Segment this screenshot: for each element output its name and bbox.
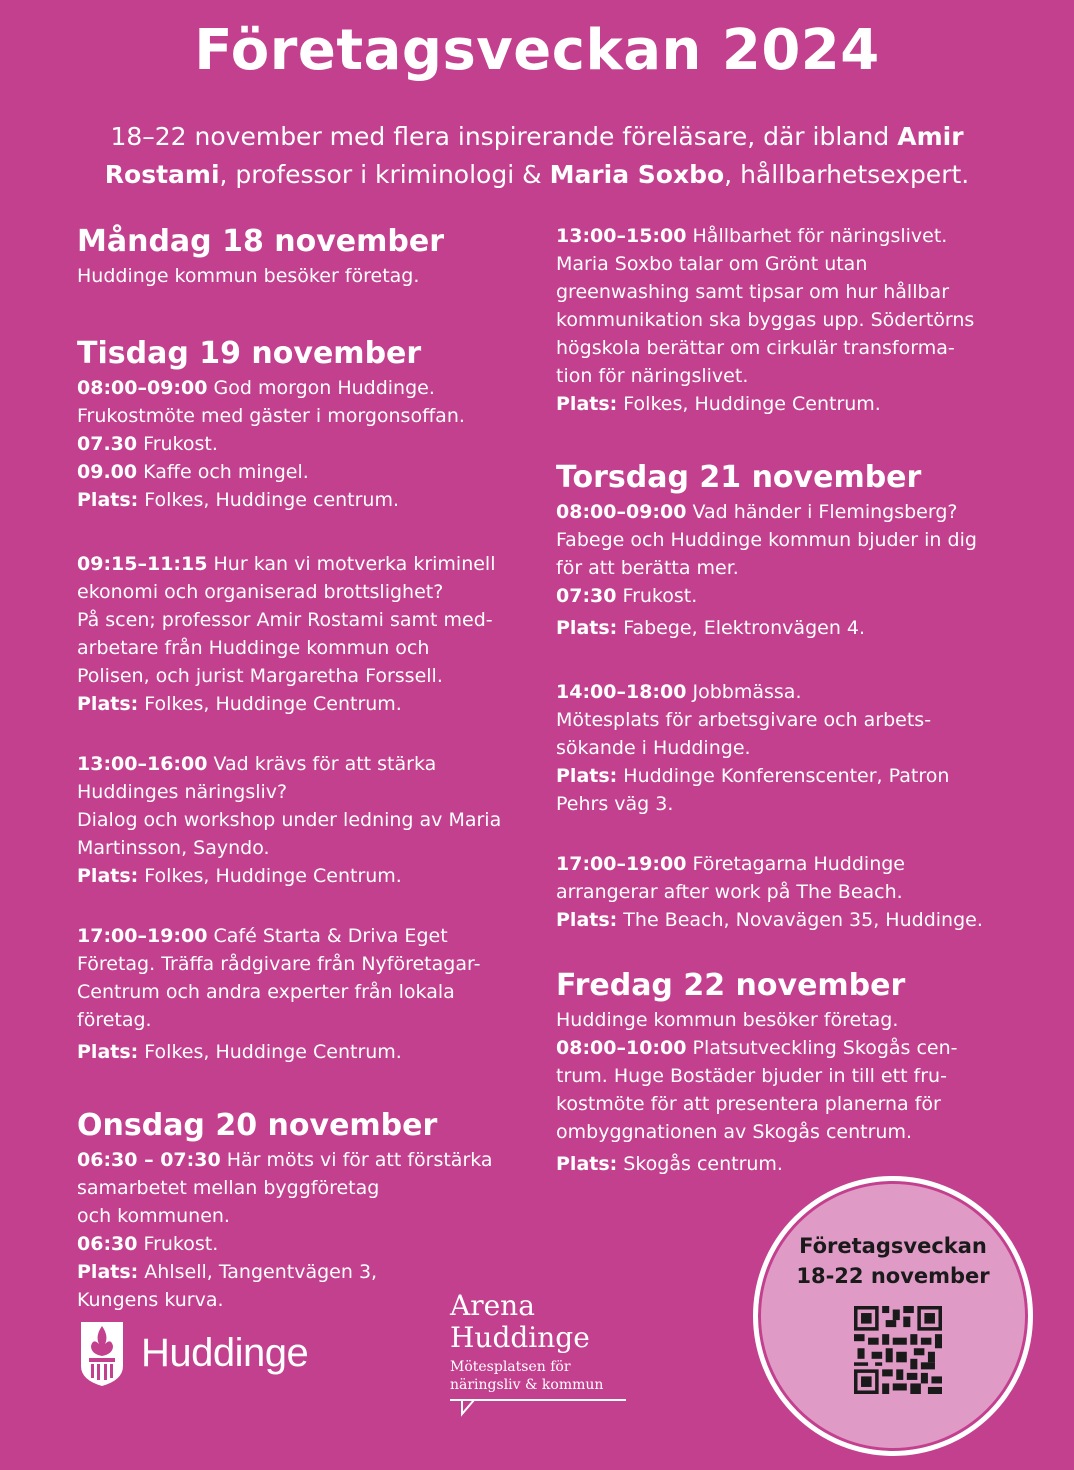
event: 08:00–09:00 Vad händer i Flemingsberg? Fabege och Huddinge kommun bjuder in dig för att berätta mer. 07:30 Frukost. Plats: Fabege, Elektronvägen 4. xyxy=(556,501,977,639)
event: 13:00–16:00 Vad krävs för att stärka Huddinges näringsliv? Dialog och workshop under ledning av Maria Martinsson, Sayndo. Plats: Folkes, Huddinge Centrum. xyxy=(77,753,502,887)
event: 14:00–18:00 Jobbmässa. Mötesplats för arbetsgivare och arbets- sökande i Huddinge. Plats: Huddinge Konferenscenter, Patron Pehrs väg 3. xyxy=(556,681,950,815)
huddinge-logo-text: Huddinge xyxy=(141,1330,309,1375)
page-title: Företagsveckan 2024 xyxy=(194,18,880,83)
event: 13:00–15:00 Hållbarhet för näringslivet. Maria Soxbo talar om Grönt utan greenwashing samt tipsar om hur hållbar kommunikation ska byggas upp. Södertörns högskola berättar om cirkulär transforma- tion för näringslivet. Plats: Folkes, Huddinge Centrum. xyxy=(556,225,975,415)
day-tuesday xyxy=(77,334,527,1066)
huddinge-crest-icon xyxy=(77,1318,127,1388)
day-friday xyxy=(556,966,1006,1178)
event: 17:00–19:00 Café Starta & Driva Eget Företag. Träffa rådgivare från Nyföretagar- Centrum och andra experter från lokala företag. Plats: Folkes, Huddinge Centrum. xyxy=(77,925,481,1063)
event: Huddinge kommun besöker företag. 08:00–10:00 Platsutveckling Skogås cen- trum. Huge Bostäder bjuder in till ett fru- kostmöte för att presentera planerna för ombyggnationen av Skogås centrum. Plats: Skogås centrum. xyxy=(556,1009,958,1175)
event: 06:30 – 07:30 Här möts vi för att förstärka samarbetet mellan byggföretag och kommunen. 06:30 Frukost. Plats: Ahlsell, Tangentvägen 3, Kungens kurva. xyxy=(77,1149,493,1311)
right-column xyxy=(556,222,1006,1178)
left-column xyxy=(77,222,527,1314)
event: 17:00–19:00 Företagarna Huddinge arrangerar after work på The Beach. Plats: The Beach, Novavägen 35, Huddinge. xyxy=(556,853,983,931)
day-wednesday xyxy=(77,1106,527,1314)
day-title: Tisdag 19 november xyxy=(77,336,422,371)
day-title: Onsdag 20 november xyxy=(77,1108,438,1143)
event-badge: Företagsveckan 18-22 november xyxy=(753,1176,1033,1456)
day-title: Torsdag 21 november xyxy=(556,460,922,495)
intro-text: 18–22 november med flera inspirerande föreläsare, där ibland Amir Rostami, professor i kriminologi & Maria Soxbo, hållbarhetsexpert. xyxy=(104,122,970,189)
day-thursday xyxy=(556,458,1006,934)
huddinge-logo xyxy=(77,1318,308,1388)
qr-code-icon[interactable] xyxy=(854,1306,942,1394)
arena-huddinge-logo: Arena Huddinge Mötesplatsen för näringsliv & kommun xyxy=(450,1290,630,1418)
day-title: Fredag 22 november xyxy=(556,968,906,1003)
speech-bubble-line-icon xyxy=(450,1396,630,1418)
event: 09:15–11:15 Hur kan vi motverka kriminell ekonomi och organiserad brottslighet? På scen; professor Amir Rostami samt med- arbetare från Huddinge kommun och Polisen, och jurist Margaretha Forssell. Plats: Folkes, Huddinge Centrum. xyxy=(77,553,496,715)
day-monday: Måndag 18 november Huddinge kommun besöker företag. xyxy=(77,222,527,290)
day-title: Måndag 18 november xyxy=(77,224,445,259)
event: 08:00–09:00 God morgon Huddinge. Frukostmöte med gäster i morgonsoffan. 07.30 Frukost. 09.00 Kaffe och mingel. Plats: Folkes, Huddinge centrum. xyxy=(77,377,465,511)
